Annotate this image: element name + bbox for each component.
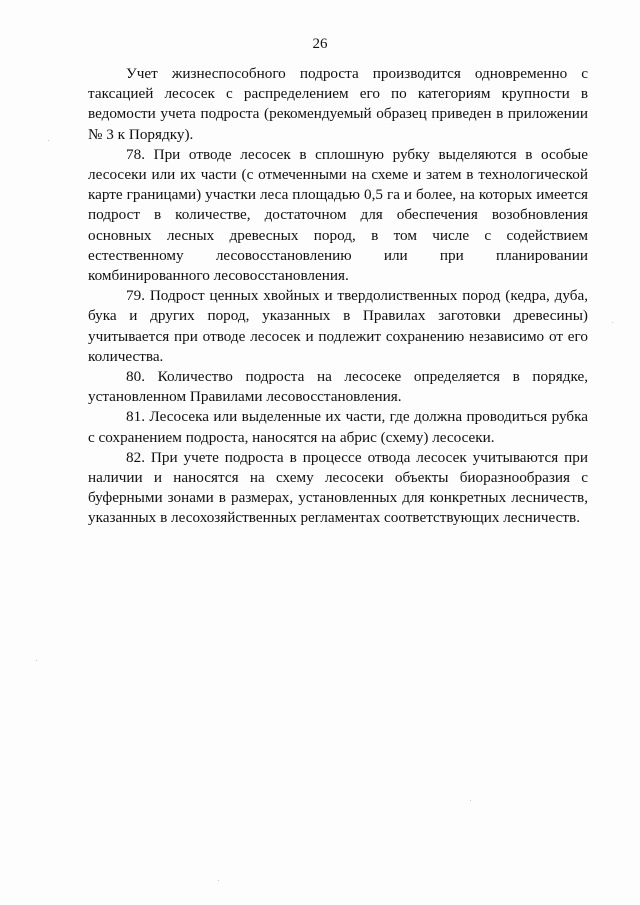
paragraph-80: 80. Количество подроста на лесосеке определяется в порядке, установленном Правилами лесовосстановления.	[88, 368, 588, 406]
scan-speck	[48, 140, 49, 141]
scan-speck	[470, 800, 471, 801]
document-body	[88, 64, 588, 529]
paragraph-78: 78. При отводе лесосек в сплошную рубку выделяются в особые лесосеки или их части (с отмеченными на схеме и затем в технологической карте границами) участки леса площадью 0,5 га и более, на которых имеется подрост в количестве, достаточном для обеспечения возобновления основных лесных древесных пород, в том числе с содействием естественному лесовосстановлению или при планировании комбинированного лесовосстановления.	[88, 145, 588, 285]
paragraph-79: 79. Подрост ценных хвойных и твердолиственных пород (кедра, дуба, бука и других пород, указанных в Правилах заготовки древесины) учитывается при отводе лесосек и подлежит сохранению независимо от его количества.	[88, 287, 588, 365]
paragraph-82: 82. При учете подроста в процессе отвода лесосек учитываются при наличии и наносятся на схему лесосеки объекты биоразнообразия с буферными зонами в размерах, установленных для конкретных лесничеств, указанных в лесохозяйственных регламентах соответствующих лесничеств.	[88, 448, 588, 527]
scan-speck	[218, 880, 219, 881]
scan-speck	[36, 660, 37, 661]
page-number: 26	[312, 36, 328, 52]
scan-speck	[612, 322, 613, 323]
paragraph-undergrowth-accounting: Учет жизнеспособного подроста производится одновременно с таксацией лесосек с распределением его по категориям крупности в ведомости учета подроста (рекомендуемый образец приведен в приложении № 3 к Порядку).	[88, 65, 588, 143]
paragraph-81: 81. Лесосека или выделенные их части, где должна проводиться рубка с сохранением подроста, наносятся на абрис (схему) лесосеки.	[88, 408, 588, 446]
